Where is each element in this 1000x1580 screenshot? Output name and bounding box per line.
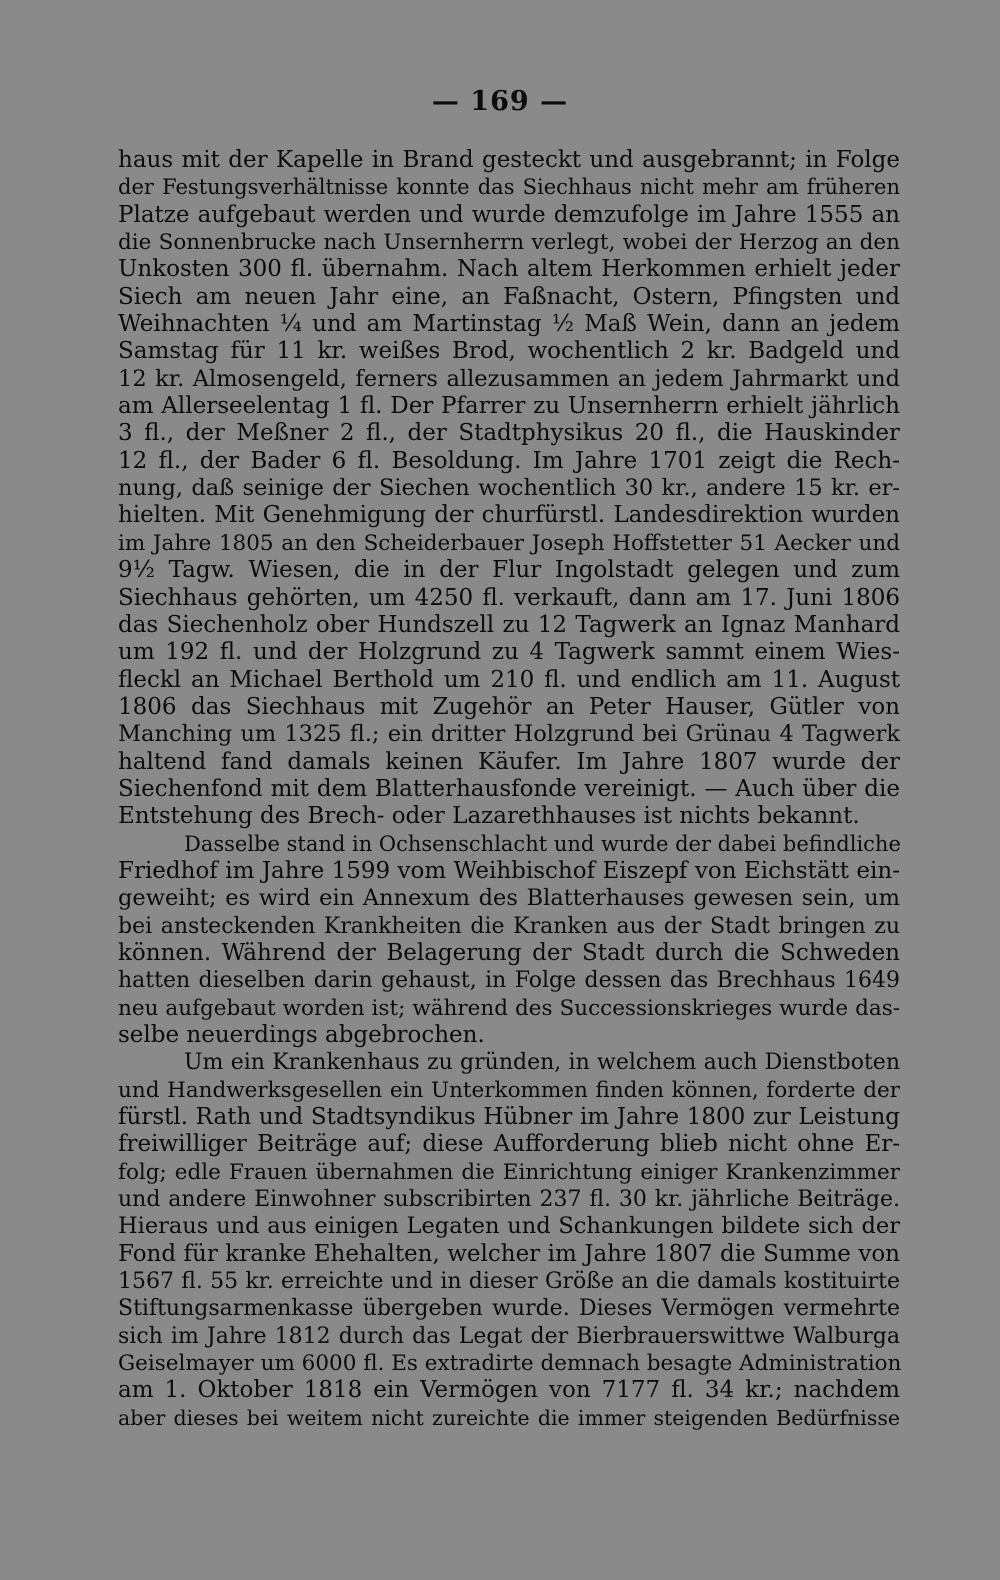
text-line: Siechhaus gehörten, um 4250 fl. verkauft, dann am 17. Juni 1806 (118, 584, 900, 611)
text-line: Um ein Krankenhaus zu gründen, in welchem auch Dienstboten (184, 1050, 900, 1076)
text-line: 9½ Tagw. Wiesen, die in der Flur Ingolstadt gelegen und zum (118, 557, 900, 584)
text-line: Entstehung des Brech- oder Lazarethhauses ist nichts bekannt. (118, 803, 860, 830)
text-line: 12 fl., der Bader 6 fl. Besoldung. Im Jahre 1701 zeigt die Rech- (118, 447, 900, 474)
text-line: Siech am neuen Jahr eine, an Faßnacht, Ostern, Pfingsten und (118, 283, 900, 310)
text-line: 3 fl., der Meßner 2 fl., der Stadtphysikus 20 fl., die Hauskinder (118, 420, 900, 447)
text-line: Dasselbe stand in Ochsenschlacht und wurde der dabei befindliche (184, 831, 901, 856)
text-line: das Siechenholz ober Hundszell zu 12 Tagwerk an Ignaz Manhard (118, 611, 900, 638)
text-line: Weihnachten ¼ und am Martinstag ½ Maß Wein, dann an jedem (118, 311, 900, 338)
text-line: Stiftungsarmenkasse übergeben wurde. Dieses Vermögen vermehrte (118, 1296, 900, 1322)
text-line: aber dieses bei weitem nicht zureichte die immer steigenden Bedürfnisse (118, 1405, 900, 1430)
text-line: und Handwerksgesellen ein Unterkommen finden können, forderte der (118, 1077, 900, 1103)
text-line: 12 kr. Almosengeld, ferners allezusammen an jedem Jahrmarkt und (118, 365, 900, 392)
text-line: hielten. Mit Genehmigung der churfürstl. Landesdirektion wurden (118, 502, 900, 529)
text-line: 1806 das Siechhaus mit Zugehör an Peter Hauser, Gütler von (118, 693, 900, 720)
text-line: geweiht; es wird ein Annexum des Blatterhauses gewesen sein, um (118, 885, 900, 912)
text-line: um 192 fl. und der Holzgrund zu 4 Tagwerk sammt einem Wies- (118, 639, 900, 666)
text-line: selbe neuerdings abgebrochen. (118, 1022, 485, 1048)
text-line: Friedhof im Jahre 1599 vom Weihbischof Eiszepf von Eichstätt ein- (118, 857, 900, 884)
text-line: haus mit der Kapelle in Brand gesteckt und ausgebrannt; in Folge (118, 147, 900, 173)
text-line: haltend fand damals keinen Käufer. Im Jahre 1807 wurde der (118, 748, 900, 775)
text-line: Manching um 1325 fl.; ein dritter Holzgrund bei Grünau 4 Tagwerk (118, 721, 900, 748)
text-line: können. Während der Belagerung der Stadt durch die Schweden (118, 939, 900, 966)
text-line: und andere Einwohner subscribirten 237 fl. 30 kr. jährliche Beiträge. (118, 1187, 900, 1213)
text-line: freiwilliger Beiträge auf; diese Aufforderung blieb nicht ohne Er- (118, 1131, 900, 1158)
text-line: Siechenfond mit dem Blatterhausfonde vereinigt. — Auch über die (118, 775, 900, 802)
text-line: am 1. Oktober 1818 ein Vermögen von 7177 fl. 34 kr.; nachdem (118, 1377, 900, 1404)
text-line: sich im Jahre 1812 durch das Legat der Bierbrauerswittwe Walburga (118, 1323, 900, 1349)
body-text (118, 147, 900, 1432)
text-line: neu aufgebaut worden ist; während des Successionskrieges wurde das- (118, 995, 900, 1021)
text-line: 1567 fl. 55 kr. erreichte und in dieser Größe an die damals kostituirte (118, 1269, 900, 1295)
text-line: Fond für kranke Ehehalten, welcher im Jahre 1807 die Summe von (118, 1240, 900, 1267)
text-line: nung, daß seinige der Siechen wochentlich 30 kr., andere 15 kr. er- (118, 475, 900, 502)
text-line: fleckl an Michael Berthold um 210 fl. und endlich am 11. August (118, 666, 900, 693)
page-number: — 169 — (431, 86, 569, 117)
text-line: fürstl. Rath und Stadtsyndikus Hübner im Jahre 1800 zur Leistung (118, 1104, 900, 1131)
text-line: folg; edle Frauen übernahmen die Einrichtung einiger Krankenzimmer (118, 1159, 900, 1185)
text-line: bei ansteckenden Krankheiten die Kranken aus der Stadt bringen zu (118, 913, 900, 939)
text-line: die Sonnenbrucke nach Unsernherrn verlegt, wobei der Herzog an den (118, 230, 900, 256)
text-line: Samstag für 11 kr. weißes Brod, wochentlich 2 kr. Badgeld und (118, 338, 900, 365)
text-line: im Jahre 1805 an den Scheiderbauer Joseph Hoffstetter 51 Aecker und (118, 530, 900, 556)
text-line: Unkosten 300 fl. übernahm. Nach altem Herkommen erhielt jeder (118, 256, 900, 283)
text-line: am Allerseelentag 1 fl. Der Pfarrer zu Unsernherrn erhielt jährlich (118, 393, 900, 420)
text-line: Platze aufgebaut werden und wurde demzufolge im Jahre 1555 an (118, 201, 900, 228)
text-line: Hieraus und aus einigen Legaten und Schankungen bildete sich der (118, 1213, 900, 1240)
text-line: hatten dieselben darin gehaust, in Folge dessen das Brechhaus 1649 (118, 968, 900, 994)
text-line: Geiselmayer um 6000 fl. Es extradirte demnach besagte Administration (118, 1351, 902, 1377)
text-line: der Festungsverhältnisse konnte das Siechhaus nicht mehr am früheren (118, 175, 900, 200)
